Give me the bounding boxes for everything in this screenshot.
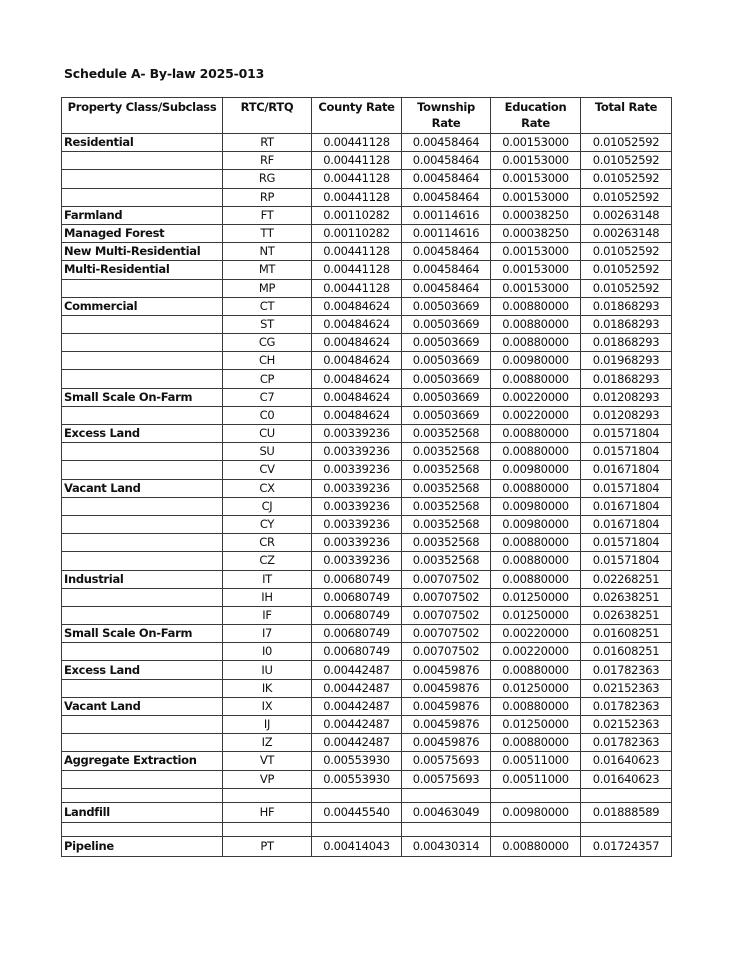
county-rate-cell: 0.00484624 xyxy=(312,352,402,370)
property-class-cell xyxy=(62,370,223,388)
rtc-rtq-cell: MP xyxy=(223,279,312,297)
education-rate-cell: 0.00880000 xyxy=(491,370,581,388)
education-rate-cell: 0.00880000 xyxy=(491,552,581,570)
table-row xyxy=(62,261,672,279)
township-rate-cell: 0.00352568 xyxy=(402,425,491,443)
education-rate-cell: 0.00511000 xyxy=(491,752,581,770)
township-rate-cell: 0.00352568 xyxy=(402,443,491,461)
total-rate-cell: 0.01724357 xyxy=(581,836,672,856)
county-rate-cell: 0.00484624 xyxy=(312,370,402,388)
total-rate-cell: 0.02152363 xyxy=(581,679,672,697)
township-rate-cell: 0.00352568 xyxy=(402,534,491,552)
township-rate-cell: 0.00707502 xyxy=(402,570,491,588)
township-rate-cell: 0.00503669 xyxy=(402,315,491,333)
township-rate-cell: 0.00503669 xyxy=(402,388,491,406)
rtc-rtq-cell xyxy=(223,788,312,802)
county-rate-cell: 0.00339236 xyxy=(312,479,402,497)
table-row xyxy=(62,552,672,570)
township-rate-cell: 0.00459876 xyxy=(402,697,491,715)
education-rate-cell: 0.01250000 xyxy=(491,606,581,624)
property-class-cell: Farmland xyxy=(62,206,223,224)
rtc-rtq-cell: PT xyxy=(223,836,312,856)
table-row xyxy=(62,661,672,679)
education-rate-cell: 0.00038250 xyxy=(491,224,581,242)
education-rate-cell: 0.00153000 xyxy=(491,261,581,279)
education-rate-cell: 0.00880000 xyxy=(491,443,581,461)
rtc-rtq-cell: CR xyxy=(223,534,312,552)
rtc-rtq-cell: CH xyxy=(223,352,312,370)
property-class-cell xyxy=(62,497,223,515)
county-rate-cell: 0.00339236 xyxy=(312,515,402,533)
rtc-rtq-cell: IH xyxy=(223,588,312,606)
county-rate-cell: 0.00442487 xyxy=(312,661,402,679)
education-rate-cell: 0.01250000 xyxy=(491,679,581,697)
table-row xyxy=(62,570,672,588)
education-rate-cell: 0.00880000 xyxy=(491,570,581,588)
county-rate-cell: 0.00680749 xyxy=(312,643,402,661)
table-row xyxy=(62,443,672,461)
total-rate-cell: 0.02268251 xyxy=(581,570,672,588)
property-class-cell xyxy=(62,334,223,352)
county-rate-cell: 0.00339236 xyxy=(312,443,402,461)
rtc-rtq-cell: CX xyxy=(223,479,312,497)
township-rate-cell: 0.00459876 xyxy=(402,679,491,697)
total-rate-cell: 0.01052592 xyxy=(581,188,672,206)
rtc-rtq-cell: CU xyxy=(223,425,312,443)
property-class-cell: Residential xyxy=(62,134,223,152)
total-rate-cell: 0.01208293 xyxy=(581,406,672,424)
county-rate-cell: 0.00442487 xyxy=(312,679,402,697)
education-rate-cell: 0.01250000 xyxy=(491,588,581,606)
table-row xyxy=(62,224,672,242)
rtc-rtq-cell: SU xyxy=(223,443,312,461)
education-rate-cell: 0.00153000 xyxy=(491,134,581,152)
tax-rates-table xyxy=(61,97,672,857)
total-rate-cell: 0.02638251 xyxy=(581,606,672,624)
education-rate-cell: 0.00153000 xyxy=(491,152,581,170)
total-rate-cell: 0.00263148 xyxy=(581,206,672,224)
property-class-cell: Pipeline xyxy=(62,836,223,856)
county-rate-cell: 0.00442487 xyxy=(312,716,402,734)
education-rate-cell: 0.00153000 xyxy=(491,188,581,206)
property-class-cell xyxy=(62,152,223,170)
property-class-cell xyxy=(62,770,223,788)
education-rate-cell: 0.00880000 xyxy=(491,334,581,352)
rtc-rtq-cell: IZ xyxy=(223,734,312,752)
township-rate-cell: 0.00458464 xyxy=(402,170,491,188)
township-rate-cell: 0.00458464 xyxy=(402,188,491,206)
total-rate-cell: 0.01868293 xyxy=(581,315,672,333)
total-rate-cell: 0.01608251 xyxy=(581,625,672,643)
property-class-cell: Industrial xyxy=(62,570,223,588)
rtc-rtq-cell: CP xyxy=(223,370,312,388)
rtc-rtq-cell: I7 xyxy=(223,625,312,643)
header-county-rate: County Rate xyxy=(312,98,402,134)
county-rate-cell: 0.00680749 xyxy=(312,606,402,624)
township-rate-cell: 0.00575693 xyxy=(402,770,491,788)
township-rate-cell: 0.00352568 xyxy=(402,461,491,479)
total-rate-cell: 0.01208293 xyxy=(581,388,672,406)
total-rate-cell: 0.01671804 xyxy=(581,515,672,533)
education-rate-cell: 0.00153000 xyxy=(491,243,581,261)
township-rate-cell: 0.00503669 xyxy=(402,370,491,388)
education-rate-cell: 0.00880000 xyxy=(491,479,581,497)
county-rate-cell: 0.00110282 xyxy=(312,206,402,224)
county-rate-cell: 0.00441128 xyxy=(312,243,402,261)
rtc-rtq-cell: ST xyxy=(223,315,312,333)
township-rate-cell: 0.00352568 xyxy=(402,552,491,570)
table-row xyxy=(62,461,672,479)
township-rate-cell: 0.00459876 xyxy=(402,661,491,679)
rtc-rtq-cell: IK xyxy=(223,679,312,697)
rtc-rtq-cell: CY xyxy=(223,515,312,533)
county-rate-cell: 0.00441128 xyxy=(312,152,402,170)
rtc-rtq-cell: CZ xyxy=(223,552,312,570)
county-rate-cell: 0.00484624 xyxy=(312,406,402,424)
total-rate-cell: 0.01052592 xyxy=(581,152,672,170)
total-rate-cell: 0.01968293 xyxy=(581,352,672,370)
table-row xyxy=(62,279,672,297)
township-rate-cell: 0.00458464 xyxy=(402,152,491,170)
table-row xyxy=(62,352,672,370)
education-rate-cell: 0.00880000 xyxy=(491,697,581,715)
rtc-rtq-cell: I0 xyxy=(223,643,312,661)
table-row xyxy=(62,588,672,606)
county-rate-cell: 0.00110282 xyxy=(312,224,402,242)
table-row xyxy=(62,679,672,697)
table-row xyxy=(62,515,672,533)
education-rate-cell xyxy=(491,822,581,836)
township-rate-cell: 0.00352568 xyxy=(402,497,491,515)
header-education-rate: Education Rate xyxy=(491,98,581,134)
township-rate-cell: 0.00463049 xyxy=(402,802,491,822)
header-property-class: Property Class/Subclass xyxy=(62,98,223,134)
property-class-cell: Managed Forest xyxy=(62,224,223,242)
total-rate-cell: 0.01782363 xyxy=(581,697,672,715)
property-class-cell: Excess Land xyxy=(62,661,223,679)
rtc-rtq-cell: TT xyxy=(223,224,312,242)
township-rate-cell: 0.00352568 xyxy=(402,515,491,533)
total-rate-cell: 0.01571804 xyxy=(581,425,672,443)
township-rate-cell: 0.00707502 xyxy=(402,606,491,624)
township-rate-cell: 0.00503669 xyxy=(402,352,491,370)
total-rate-cell: 0.01052592 xyxy=(581,261,672,279)
header-total-rate: Total Rate xyxy=(581,98,672,134)
table-row xyxy=(62,243,672,261)
total-rate-cell: 0.00263148 xyxy=(581,224,672,242)
property-class-cell: Commercial xyxy=(62,297,223,315)
table-row xyxy=(62,406,672,424)
property-class-cell xyxy=(62,443,223,461)
rtc-rtq-cell: CT xyxy=(223,297,312,315)
property-class-cell xyxy=(62,461,223,479)
township-rate-cell: 0.00707502 xyxy=(402,643,491,661)
total-rate-cell: 0.01571804 xyxy=(581,443,672,461)
county-rate-cell: 0.00442487 xyxy=(312,734,402,752)
rtc-rtq-cell xyxy=(223,822,312,836)
table-row xyxy=(62,388,672,406)
property-class-cell xyxy=(62,279,223,297)
total-rate-cell: 0.01782363 xyxy=(581,734,672,752)
total-rate-cell: 0.02152363 xyxy=(581,716,672,734)
county-rate-cell: 0.00553930 xyxy=(312,770,402,788)
table-row xyxy=(62,497,672,515)
county-rate-cell: 0.00442487 xyxy=(312,697,402,715)
township-rate-cell: 0.00503669 xyxy=(402,406,491,424)
table-row xyxy=(62,752,672,770)
table-row xyxy=(62,334,672,352)
township-rate-cell: 0.00459876 xyxy=(402,734,491,752)
county-rate-cell: 0.00441128 xyxy=(312,134,402,152)
property-class-cell xyxy=(62,588,223,606)
property-class-cell xyxy=(62,170,223,188)
property-class-cell: Excess Land xyxy=(62,425,223,443)
table-row xyxy=(62,425,672,443)
rtc-rtq-cell: RG xyxy=(223,170,312,188)
township-rate-cell: 0.00707502 xyxy=(402,588,491,606)
education-rate-cell: 0.00038250 xyxy=(491,206,581,224)
county-rate-cell xyxy=(312,788,402,802)
education-rate-cell: 0.00980000 xyxy=(491,461,581,479)
total-rate-cell xyxy=(581,822,672,836)
county-rate-cell: 0.00484624 xyxy=(312,315,402,333)
rtc-rtq-cell: CV xyxy=(223,461,312,479)
table-header-row xyxy=(62,98,672,134)
table-row xyxy=(62,188,672,206)
total-rate-cell: 0.01888589 xyxy=(581,802,672,822)
rtc-rtq-cell: IX xyxy=(223,697,312,715)
township-rate-cell: 0.00114616 xyxy=(402,206,491,224)
county-rate-cell: 0.00339236 xyxy=(312,552,402,570)
education-rate-cell: 0.00880000 xyxy=(491,297,581,315)
township-rate-cell: 0.00458464 xyxy=(402,243,491,261)
education-rate-cell: 0.00980000 xyxy=(491,515,581,533)
total-rate-cell: 0.01052592 xyxy=(581,279,672,297)
rtc-rtq-cell: C7 xyxy=(223,388,312,406)
rtc-rtq-cell: VT xyxy=(223,752,312,770)
property-class-cell xyxy=(62,643,223,661)
table-row xyxy=(62,606,672,624)
table-row xyxy=(62,479,672,497)
property-class-cell: Vacant Land xyxy=(62,697,223,715)
education-rate-cell xyxy=(491,788,581,802)
property-class-cell xyxy=(62,734,223,752)
county-rate-cell: 0.00441128 xyxy=(312,188,402,206)
property-class-cell: Small Scale On-Farm xyxy=(62,625,223,643)
property-class-cell: Multi-Residential xyxy=(62,261,223,279)
county-rate-cell: 0.00339236 xyxy=(312,461,402,479)
total-rate-cell: 0.01571804 xyxy=(581,534,672,552)
township-rate-cell: 0.00458464 xyxy=(402,261,491,279)
county-rate-cell: 0.00553930 xyxy=(312,752,402,770)
property-class-cell xyxy=(62,716,223,734)
county-rate-cell: 0.00484624 xyxy=(312,334,402,352)
education-rate-cell: 0.00511000 xyxy=(491,770,581,788)
total-rate-cell: 0.01782363 xyxy=(581,661,672,679)
rtc-rtq-cell: CJ xyxy=(223,497,312,515)
rtc-rtq-cell: VP xyxy=(223,770,312,788)
education-rate-cell: 0.00880000 xyxy=(491,836,581,856)
table-row xyxy=(62,297,672,315)
township-rate-cell: 0.00707502 xyxy=(402,625,491,643)
property-class-cell: New Multi-Residential xyxy=(62,243,223,261)
table-row xyxy=(62,625,672,643)
property-class-cell xyxy=(62,822,223,836)
table-row xyxy=(62,697,672,715)
county-rate-cell: 0.00441128 xyxy=(312,279,402,297)
township-rate-cell: 0.00503669 xyxy=(402,297,491,315)
rtc-rtq-cell: IF xyxy=(223,606,312,624)
property-class-cell xyxy=(62,679,223,697)
rtc-rtq-cell: IU xyxy=(223,661,312,679)
education-rate-cell: 0.00880000 xyxy=(491,425,581,443)
property-class-cell xyxy=(62,406,223,424)
total-rate-cell: 0.01640623 xyxy=(581,752,672,770)
township-rate-cell: 0.00458464 xyxy=(402,134,491,152)
rtc-rtq-cell: NT xyxy=(223,243,312,261)
spacer-row xyxy=(62,822,672,836)
property-class-cell xyxy=(62,534,223,552)
county-rate-cell: 0.00441128 xyxy=(312,170,402,188)
education-rate-cell: 0.00980000 xyxy=(491,497,581,515)
township-rate-cell: 0.00575693 xyxy=(402,752,491,770)
table-row xyxy=(62,802,672,822)
township-rate-cell: 0.00503669 xyxy=(402,334,491,352)
property-class-cell xyxy=(62,188,223,206)
total-rate-cell: 0.01571804 xyxy=(581,552,672,570)
table-row xyxy=(62,315,672,333)
table-row xyxy=(62,206,672,224)
property-class-cell: Aggregate Extraction xyxy=(62,752,223,770)
county-rate-cell: 0.00414043 xyxy=(312,836,402,856)
header-township-rate: Township Rate xyxy=(402,98,491,134)
township-rate-cell: 0.00459876 xyxy=(402,716,491,734)
county-rate-cell: 0.00484624 xyxy=(312,388,402,406)
total-rate-cell: 0.01052592 xyxy=(581,170,672,188)
county-rate-cell: 0.00339236 xyxy=(312,425,402,443)
table-row xyxy=(62,534,672,552)
education-rate-cell: 0.00980000 xyxy=(491,352,581,370)
document-title: Schedule A- By-law 2025-013 xyxy=(64,66,265,81)
education-rate-cell: 0.00220000 xyxy=(491,406,581,424)
total-rate-cell: 0.01868293 xyxy=(581,370,672,388)
table-row xyxy=(62,134,672,152)
education-rate-cell: 0.00980000 xyxy=(491,802,581,822)
property-class-cell xyxy=(62,352,223,370)
total-rate-cell: 0.01052592 xyxy=(581,243,672,261)
education-rate-cell: 0.00153000 xyxy=(491,279,581,297)
rtc-rtq-cell: HF xyxy=(223,802,312,822)
total-rate-cell: 0.02638251 xyxy=(581,588,672,606)
property-class-cell: Landfill xyxy=(62,802,223,822)
township-rate-cell: 0.00352568 xyxy=(402,479,491,497)
rtc-rtq-cell: C0 xyxy=(223,406,312,424)
township-rate-cell xyxy=(402,822,491,836)
township-rate-cell: 0.00430314 xyxy=(402,836,491,856)
table-row xyxy=(62,170,672,188)
property-class-cell xyxy=(62,315,223,333)
rtc-rtq-cell: MT xyxy=(223,261,312,279)
education-rate-cell: 0.00880000 xyxy=(491,315,581,333)
education-rate-cell: 0.01250000 xyxy=(491,716,581,734)
total-rate-cell: 0.01671804 xyxy=(581,461,672,479)
education-rate-cell: 0.00880000 xyxy=(491,534,581,552)
table-row xyxy=(62,152,672,170)
spacer-row xyxy=(62,788,672,802)
total-rate-cell: 0.01571804 xyxy=(581,479,672,497)
property-class-cell xyxy=(62,552,223,570)
county-rate-cell: 0.00680749 xyxy=(312,570,402,588)
total-rate-cell: 0.01052592 xyxy=(581,134,672,152)
county-rate-cell: 0.00339236 xyxy=(312,534,402,552)
total-rate-cell: 0.01640623 xyxy=(581,770,672,788)
property-class-cell: Vacant Land xyxy=(62,479,223,497)
education-rate-cell: 0.00880000 xyxy=(491,734,581,752)
county-rate-cell: 0.00441128 xyxy=(312,261,402,279)
rtc-rtq-cell: IT xyxy=(223,570,312,588)
education-rate-cell: 0.00220000 xyxy=(491,643,581,661)
education-rate-cell: 0.00880000 xyxy=(491,661,581,679)
county-rate-cell: 0.00484624 xyxy=(312,297,402,315)
rtc-rtq-cell: RP xyxy=(223,188,312,206)
township-rate-cell xyxy=(402,788,491,802)
township-rate-cell: 0.00114616 xyxy=(402,224,491,242)
rtc-rtq-cell: IJ xyxy=(223,716,312,734)
rtc-rtq-cell: RF xyxy=(223,152,312,170)
total-rate-cell: 0.01868293 xyxy=(581,297,672,315)
property-class-cell: Small Scale On-Farm xyxy=(62,388,223,406)
education-rate-cell: 0.00220000 xyxy=(491,625,581,643)
table-body xyxy=(62,134,672,857)
header-rtc-rtq: RTC/RTQ xyxy=(223,98,312,134)
county-rate-cell: 0.00339236 xyxy=(312,497,402,515)
county-rate-cell: 0.00680749 xyxy=(312,625,402,643)
county-rate-cell xyxy=(312,822,402,836)
table-row xyxy=(62,370,672,388)
total-rate-cell: 0.01671804 xyxy=(581,497,672,515)
total-rate-cell: 0.01608251 xyxy=(581,643,672,661)
education-rate-cell: 0.00220000 xyxy=(491,388,581,406)
property-class-cell xyxy=(62,515,223,533)
total-rate-cell xyxy=(581,788,672,802)
rtc-rtq-cell: FT xyxy=(223,206,312,224)
rtc-rtq-cell: RT xyxy=(223,134,312,152)
township-rate-cell: 0.00458464 xyxy=(402,279,491,297)
rtc-rtq-cell: CG xyxy=(223,334,312,352)
county-rate-cell: 0.00445540 xyxy=(312,802,402,822)
property-class-cell xyxy=(62,606,223,624)
county-rate-cell: 0.00680749 xyxy=(312,588,402,606)
table-row xyxy=(62,716,672,734)
property-class-cell xyxy=(62,788,223,802)
table-row xyxy=(62,770,672,788)
education-rate-cell: 0.00153000 xyxy=(491,170,581,188)
table-row xyxy=(62,734,672,752)
table-row xyxy=(62,836,672,856)
table-row xyxy=(62,643,672,661)
total-rate-cell: 0.01868293 xyxy=(581,334,672,352)
